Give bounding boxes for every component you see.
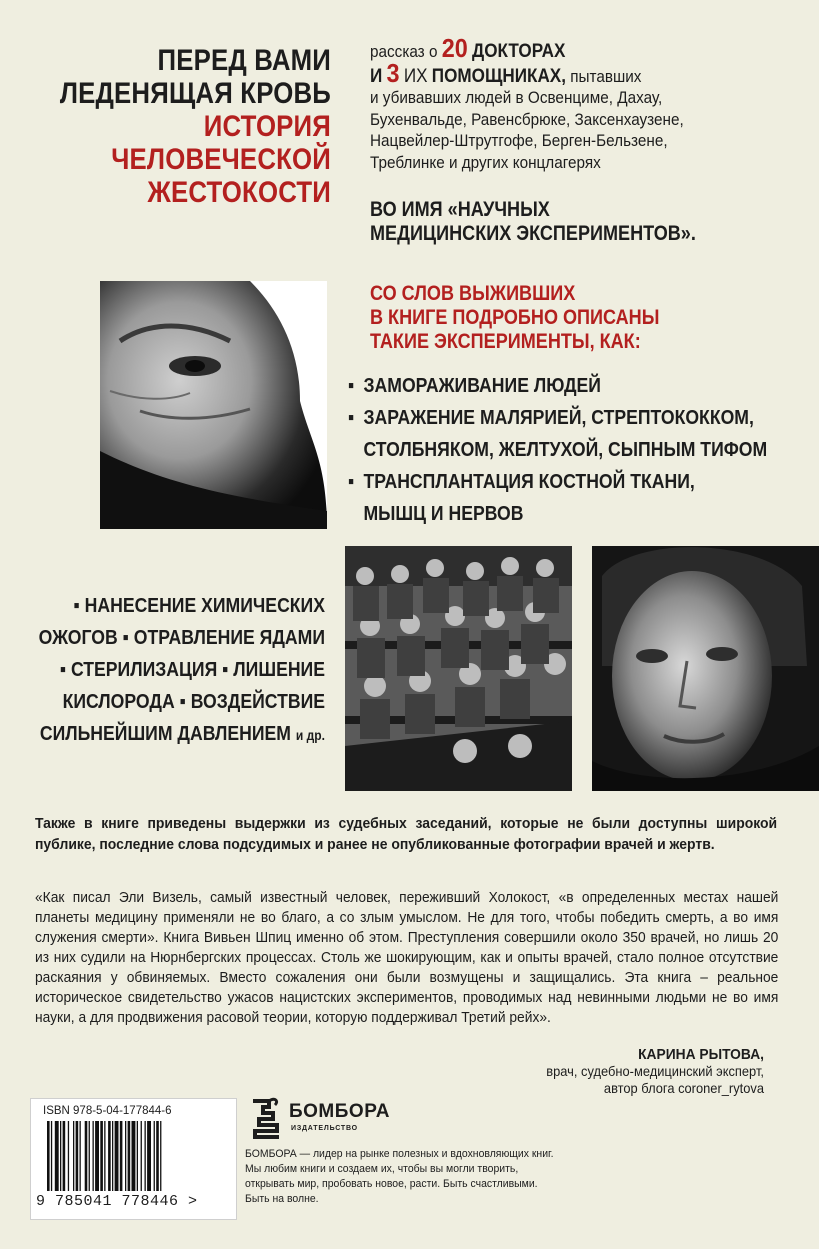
headline-line5: ЖЕСТОКОСТИ [147, 176, 331, 209]
intro-text: рассказ о 20 ДОКТОРАХ И 3 ИХ ПОМОЩНИКАХ, пытавших и убивавших людей в Освенциме, Дахау, Бухенвальде, Равенсбрюке, Заксенхаузене, Нацвейлер-Штрутгофе, Берген-Бельзене, Треблинке и других концлагерях [370, 38, 802, 173]
barcode [30, 1098, 237, 1220]
barcode-bar [76, 1121, 79, 1191]
barcode-bar [112, 1121, 113, 1191]
photo-face-svg [100, 281, 327, 529]
barcode-bar [80, 1121, 81, 1191]
publisher-logo [245, 1097, 415, 1141]
photo-woman-portrait [592, 546, 819, 791]
doctors-word: ДОКТОРАХ [472, 41, 566, 62]
barcode-bar [115, 1121, 119, 1191]
photo-woman-svg [592, 546, 819, 791]
review-author [378, 1046, 764, 1097]
barcode-bar [141, 1121, 142, 1191]
barcode-bar [132, 1121, 136, 1191]
publisher-name: БОМБОРА [289, 1101, 390, 1122]
isbn-label: ISBN 978-5-04-177844-6 [43, 1105, 172, 1117]
author-blog: автор блога coroner_rytova [603, 1080, 764, 1096]
intro-line2: И 3 ИХ ПОМОЩНИКАХ, пытавших [370, 57, 642, 88]
experiment-item: ▪ ЗАМОРАЖИВАНИЕ ЛЮДЕЙ [348, 374, 601, 397]
headline-line3: ИСТОРИЯ [203, 110, 331, 143]
photo-courtroom [345, 546, 572, 791]
barcode-bar [100, 1121, 103, 1191]
survivors-block: СО СЛОВ ВЫЖИВШИХ В КНИГЕ ПОДРОБНО ОПИСАНЫ ТАКИЕ ЭКСПЕРИМЕНТЫ, КАК: [370, 282, 660, 353]
barcode-bar [47, 1121, 50, 1191]
experiment-item: ▪ ТРАНСПЛАНТАЦИЯ КОСТНОЙ ТКАНИ, [348, 470, 695, 493]
barcode-bar [104, 1121, 105, 1191]
barcode-bar [63, 1121, 66, 1191]
publisher-sub: ИЗДАТЕЛЬСТВО [291, 1125, 358, 1132]
also-paragraph: Также в книге приведены выдержки из судебных заседаний, которые не были доступны широкой публике, последние слова подсудимых и ранее не опубликованные фотографии врачей и жертв. [35, 815, 778, 853]
barcode-bar [85, 1121, 88, 1191]
barcode-bars [47, 1121, 227, 1191]
author-name: КАРИНА РЫТОВА, [638, 1046, 764, 1063]
barcode-bar [156, 1121, 159, 1191]
headline [47, 44, 331, 209]
barcode-bar [125, 1121, 126, 1191]
barcode-bar [55, 1121, 59, 1191]
publisher-logo-icon [245, 1097, 285, 1141]
publisher-blurb: БОМБОРА — лидер на рынке полезных и вдохновляющих книг. Мы любим книги и создаем их, чтобы вы могли творить, открывать мир, пробовать новое, расти. Быть счастливыми. Быть на волне. [245, 1148, 554, 1205]
barcode-bar [137, 1121, 138, 1191]
barcode-bar [95, 1121, 99, 1191]
number-20: 20 [441, 33, 468, 63]
barcode-bar [93, 1121, 94, 1191]
photo-courtroom-svg [345, 546, 572, 791]
review-quote: «Как писал Эли Визель, самый известный человек, переживший Холокост, «в определенных местах нашей планеты медицину применяли не во благо, а со злым умыслом. Не для того, чтобы победить смерть, а во имя служения смерти». Книга Вивьен Шпиц именно об этом. Преступления совершили около 350 врачей, но лишь 20 из них судили на Нюрнбергских процессах. Столь же шокирующим, как и опыты врачей, стало полное отсутствие раскаяния у обвиняемых. Вместо сожаления они были возмущены и защищались. Эта книга – реальное историческое свидетельство ужасов нацистских экспериментов, проводимых над невинными людьми не во имя науки, а для продвижения расовой теории, которую поддерживал Третий рейх». [35, 889, 779, 1026]
barcode-bar [108, 1121, 111, 1191]
barcode-bar [145, 1121, 146, 1191]
isbn-digits: 9 785041 778446 > [36, 1193, 198, 1210]
science-block: ВО ИМЯ «НАУЧНЫХ МЕДИЦИНСКИХ ЭКСПЕРИМЕНТОВ». [370, 198, 696, 245]
experiment-item: ▪ ЗАРАЖЕНИЕ МАЛЯРИЕЙ, СТРЕПТОКОККОМ, [348, 406, 754, 429]
experiments-list: ▪ ЗАМОРАЖИВАНИЕ ЛЮДЕЙ ▪ ЗАРАЖЕНИЕ МАЛЯРИЕЙ, СТРЕПТОКОККОМ, СТОЛБНЯКОМ, ЖЕЛТУХОЙ, СЫПНЫМ ТИФОМ ▪ ТРАНСПЛАНТАЦИЯ КОСТНОЙ ТКАНИ, МЫШЦ И НЕРВОВ [348, 370, 804, 530]
experiments-list-2: ▪ НАНЕСЕНИЕ ХИМИЧЕСКИХ ОЖОГОВ ▪ ОТРАВЛЕНИЕ ЯДАМИ ▪ СТЕРИЛИЗАЦИЯ ▪ ЛИШЕНИЕ КИСЛОРОДА ▪ ВОЗДЕЙСТВИЕ СИЛЬНЕЙШИМ ДАВЛЕНИЕМ и др. [38, 594, 326, 745]
barcode-bar [51, 1121, 52, 1191]
barcode-bar [147, 1121, 151, 1191]
barcode-bar [89, 1121, 90, 1191]
helpers-word: ПОМОЩНИКАХ, [431, 65, 566, 87]
barcode-bar [128, 1121, 131, 1191]
headline-line4: ЧЕЛОВЕЧЕСКОЙ [111, 143, 331, 176]
author-role: врач, судебно-медицинский эксперт, [546, 1063, 764, 1079]
number-3: 3 [386, 57, 400, 88]
barcode-bar [68, 1121, 69, 1191]
headline-line2: ЛЕДЕНЯЩАЯ КРОВЬ [59, 77, 332, 110]
barcode-bar [73, 1121, 74, 1191]
intro-line1: рассказ о 20 ДОКТОРАХ [370, 33, 566, 63]
headline-line1: ПЕРЕД ВАМИ [157, 44, 331, 77]
barcode-bar [60, 1121, 61, 1191]
barcode-bar [120, 1121, 123, 1191]
barcode-bar [160, 1121, 161, 1191]
barcode-bar [154, 1121, 155, 1191]
photo-face-closeup [100, 281, 327, 529]
